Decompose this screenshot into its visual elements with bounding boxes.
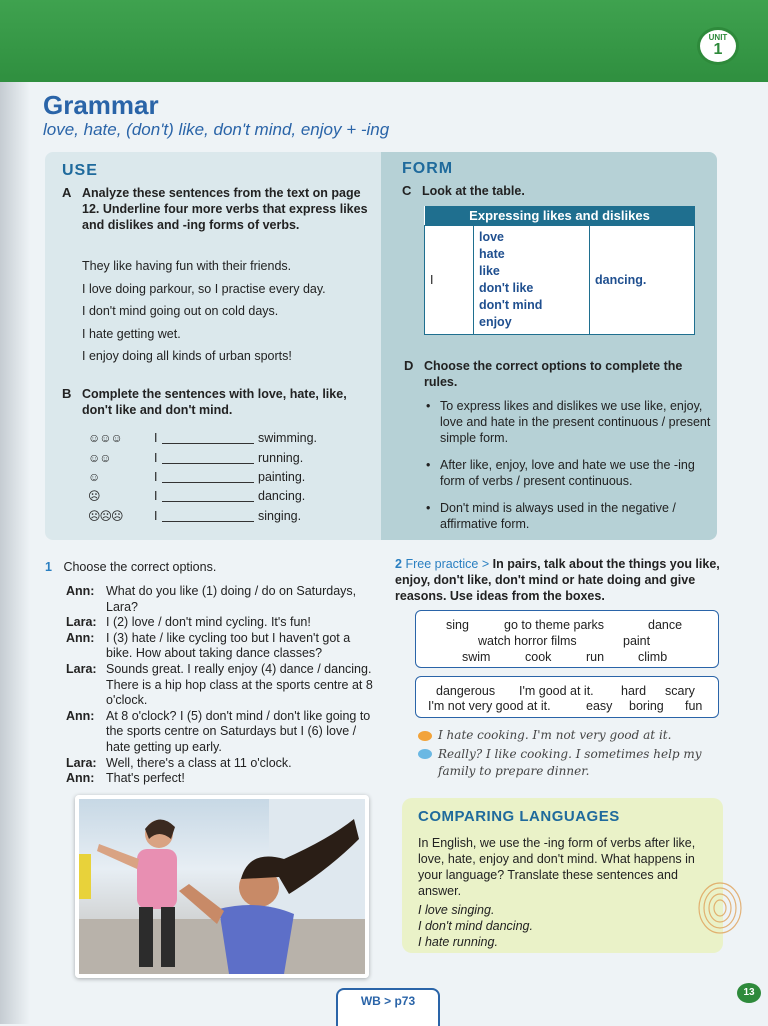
table-object: dancing. [590,226,695,335]
fill-row [88,431,368,451]
activity: singing. [258,509,302,523]
idea-word: easy [586,699,613,713]
comparing-examples [418,902,533,950]
speaker: Lara: [66,755,97,770]
step-b-letter: B [62,386,72,401]
idea-word: hard [621,684,647,698]
activity: dancing. [258,489,306,503]
idea-word: dangerous [436,684,496,698]
free-practice-label: Free practice > [405,557,490,571]
table-verbs [474,226,590,335]
ideas-box-activities [415,610,719,668]
faces-icon: ☺ [88,470,100,484]
line-text: That's perfect! [106,771,185,786]
speech-bubble-orange-icon [418,731,432,741]
step-d-instruction: Choose the correct options to complete the rules. [424,359,683,389]
idea-word: I'm not very good at it. [428,699,551,713]
activity: painting. [258,470,306,484]
idea-word: boring [629,699,664,713]
line-text: I (3) hate / like cycling too but I haven't got a bike. How about taking dance classes? [106,630,351,661]
sentence: I hate getting wet. [82,326,181,341]
idea-word: fun [685,699,703,713]
idea-word: swim [462,650,491,664]
activity: swimming. [258,431,318,445]
exercise-2-heading [395,556,725,604]
speech-line-1: I hate cooking. I'm not very good at it. [438,728,672,742]
speaker: Ann: [66,630,95,645]
exercise-instruction: Choose the correct options. [63,560,217,574]
idea-word: scary [665,684,695,698]
answer-blank[interactable] [162,501,254,502]
pronoun: I [154,470,158,484]
pronoun: I [154,509,158,523]
verb: love [479,230,505,244]
verb: don't like [479,281,534,295]
fill-row [88,451,368,471]
speaker: Ann: [66,771,95,786]
step-a-letter: A [62,185,72,200]
fill-row [88,489,368,509]
answer-blank[interactable] [162,482,254,483]
use-heading: USE [62,162,98,179]
unit-label: UNIT [708,33,728,42]
exercise-1-heading [45,560,385,574]
step-a-instruction: Analyze these sentences from the text on page 12. Underline four more verbs that express likes and dislikes and -ing forms of verbs. [82,186,368,232]
faces-icon: ☹ [88,489,100,503]
idea-word: watch horror films [478,634,577,648]
example-sentence: I love singing. [418,903,495,917]
verb: don't mind [479,298,543,312]
idea-word: climb [638,650,668,664]
exercise-number: 1 [45,560,52,574]
comparing-languages-title: COMPARING LANGUAGES [418,808,620,825]
idea-word: sing [446,618,469,632]
line-text: At 8 o'clock? I (5) don't mind / don't like going to the sports centre on Saturdays but I (6) love / hate getting up early. [106,708,371,754]
page-number: 13 [737,983,761,1003]
dialogue-line [66,756,376,772]
step-c-instruction: Look at the table. [422,184,525,198]
step-d-letter: D [404,358,414,373]
table-header: Expressing likes and dislikes [425,206,695,226]
activity: running. [258,451,304,465]
answer-blank[interactable] [162,443,254,444]
unit-number: 1 [713,41,723,58]
verb: hate [479,247,505,261]
pronoun: I [154,451,158,465]
dialogue-line [66,615,376,631]
idea-word: I'm good at it. [519,684,594,698]
exercise-number: 2 [395,557,402,571]
page-subtitle: love, hate, (don't) like, don't mind, enjoy + -ing [43,120,390,139]
idea-word: dance [648,618,683,632]
workbook-reference-tab[interactable]: WB > p73 [336,988,440,1026]
exercise-instruction: In pairs, talk about the things you like, enjoy, don't like, don't mind or hate doing and give reasons. Use ideas from the boxes. [395,557,720,603]
line-text: Well, there's a class at 11 o'clock. [106,755,292,770]
fill-row [88,470,368,490]
answer-blank[interactable] [162,521,254,522]
idea-word: cook [525,650,552,664]
line-text: What do you like (1) doing / do on Saturdays, Lara? [106,584,357,614]
ideas-box-reasons [415,676,719,718]
top-green-band [0,0,768,82]
idea-word: paint [623,634,651,648]
speech-bubble-blue-icon [418,749,432,759]
speaker: Ann: [66,708,95,723]
fill-row [88,509,368,529]
fingerprint-icon [696,880,744,936]
dialogue-line [66,631,376,662]
dancing-girls-photo [75,795,369,978]
form-heading: FORM [402,160,454,177]
faces-icon: ☺☺☺ [88,431,122,445]
dialogue-line [66,709,376,756]
example-sentence: I hate running. [418,935,498,949]
sentence: I don't mind going out on cold days. [82,304,279,318]
pronoun: I [154,489,158,503]
line-text: I (2) love / don't mind cycling. It's fun! [106,615,311,630]
verb: like [479,264,500,278]
dialogue-line [66,584,376,615]
page-title: Grammar [43,90,159,120]
photo-illustration [79,799,365,974]
answer-blank[interactable] [162,463,254,464]
idea-word: go to theme parks [504,618,605,632]
page-spine-shadow [0,82,30,1024]
rule-item: • Don't mind is always used in the negative / affirmative form. [426,500,711,532]
rules-list [426,398,711,543]
example-sentences [82,255,326,368]
dialogue [66,584,376,787]
likes-table [424,206,695,335]
dialogue-line [66,771,376,787]
step-b-instruction: Complete the sentences with love, hate, like, don't like and don't mind. [82,387,347,417]
faces-icon: ☺☺ [88,451,111,465]
speaker: Ann: [66,584,95,598]
sentence: I enjoy doing all kinds of urban sports! [82,349,292,363]
faces-icon: ☹☹☹ [88,509,123,523]
pronoun: I [154,431,158,445]
speaker: Lara: [66,615,97,630]
step-c-letter: C [402,183,412,198]
sentence: They like having fun with their friends. [82,259,292,273]
sentence: I love doing parkour, so I practise every day. [82,281,326,296]
speaker: Lara: [66,661,97,676]
verb: enjoy [479,315,512,329]
unit-badge [697,27,739,65]
idea-word: run [586,650,605,664]
example-sentence: I don't mind dancing. [418,919,533,933]
table-subject: I [425,226,474,335]
rule-item: • After like, enjoy, love and hate we use the -ing form of verbs / present continuous. [426,457,711,489]
line-text: Sounds great. I really enjoy (4) dance / dancing. There is a hip hop class at the sports centre at 8 o'clock. [106,661,373,708]
dialogue-line [66,662,376,709]
rule-item: • To express likes and dislikes we use like, enjoy, love and hate in the present continuous / present simple form. [426,398,711,446]
speech-line-2: Really? I like cooking. I sometimes help my family to prepare dinner. [438,747,702,778]
comparing-languages-text: In English, we use the -ing form of verbs after like, love, hate, enjoy and don't mind. What happens in your language? Translate these sentences and answer. [418,836,696,898]
